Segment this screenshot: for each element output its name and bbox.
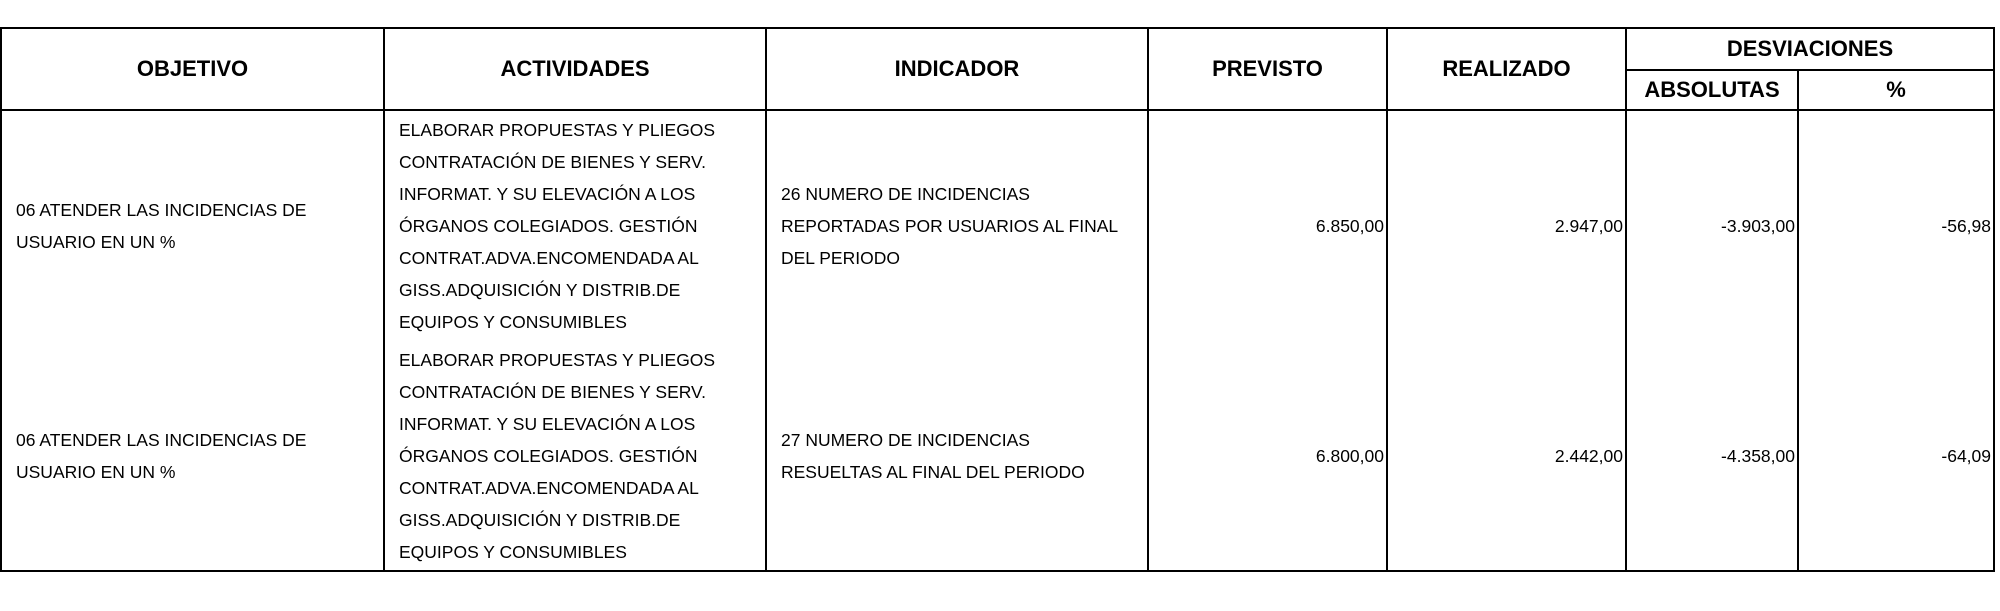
header-row-top xyxy=(1,28,1994,70)
cell-actividades xyxy=(384,110,766,341)
cell-indicador xyxy=(766,110,1148,341)
table-row xyxy=(1,341,1994,571)
header-actividades: ACTIVIDADES xyxy=(384,28,766,110)
header-porcentaje: % xyxy=(1798,70,1994,110)
table-row xyxy=(1,110,1994,341)
cell-indicador xyxy=(766,341,1148,571)
cell-actividades-line: ELABORAR PROPUESTAS Y PLIEGOS xyxy=(399,349,716,370)
cell-realizado: 2.947,00 xyxy=(1387,110,1626,341)
cell-actividades-line: GISS.ADQUISICIÓN Y DISTRIB.DE xyxy=(399,280,681,300)
table-body xyxy=(1,110,1994,571)
cell-indicador-line: REPORTADAS POR USUARIOS AL FINAL xyxy=(781,216,1119,236)
cell-objetivo xyxy=(1,341,384,571)
cell-actividades-line: CONTRAT.ADVA.ENCOMENDADA AL xyxy=(399,477,699,498)
cell-absolutas: -4.358,00 xyxy=(1626,341,1798,571)
cell-indicador-line: 26 NUMERO DE INCIDENCIAS xyxy=(781,184,1030,204)
cell-actividades-line: EQUIPOS Y CONSUMIBLES xyxy=(399,541,627,562)
cell-actividades-line: ELABORAR PROPUESTAS Y PLIEGOS xyxy=(399,120,716,140)
cell-actividades-line: INFORMAT. Y SU ELEVACIÓN A LOS xyxy=(399,413,696,434)
header-absolutas: ABSOLUTAS xyxy=(1626,70,1798,110)
cell-indicador-line: 27 NUMERO DE INCIDENCIAS xyxy=(781,429,1030,450)
cell-actividades-line: EQUIPOS Y CONSUMIBLES xyxy=(399,312,627,332)
cell-previsto: 6.850,00 xyxy=(1148,110,1387,341)
cell-objetivo-line: 06 ATENDER LAS INCIDENCIAS DE xyxy=(16,429,307,450)
header-realizado: REALIZADO xyxy=(1387,28,1626,110)
header-previsto: PREVISTO xyxy=(1148,28,1387,110)
cell-actividades-line: CONTRATACIÓN DE BIENES Y SERV. xyxy=(399,381,706,402)
cell-objetivo-line: USUARIO EN UN % xyxy=(16,232,176,252)
cell-realizado: 2.442,00 xyxy=(1387,341,1626,571)
cell-previsto: 6.800,00 xyxy=(1148,341,1387,571)
cell-objetivo xyxy=(1,110,384,341)
cell-indicador-line: DEL PERIODO xyxy=(781,248,900,268)
cell-actividades-line: ÓRGANOS COLEGIADOS. GESTIÓN xyxy=(399,445,698,466)
cell-porcentaje: -64,09 xyxy=(1798,341,1994,571)
cell-actividades-line: ÓRGANOS COLEGIADOS. GESTIÓN xyxy=(399,216,698,236)
header-desviaciones: DESVIACIONES xyxy=(1626,28,1994,70)
results-table xyxy=(0,27,1995,572)
results-table-container xyxy=(0,27,1995,572)
cell-actividades-line: INFORMAT. Y SU ELEVACIÓN A LOS xyxy=(399,184,696,204)
cell-actividades-line: GISS.ADQUISICIÓN Y DISTRIB.DE xyxy=(399,509,681,530)
cell-actividades xyxy=(384,341,766,571)
cell-indicador-line: RESUELTAS AL FINAL DEL PERIODO xyxy=(781,461,1085,482)
header-indicador: INDICADOR xyxy=(766,28,1148,110)
cell-absolutas: -3.903,00 xyxy=(1626,110,1798,341)
cell-objetivo-line: 06 ATENDER LAS INCIDENCIAS DE xyxy=(16,200,307,220)
header-objetivo: OBJETIVO xyxy=(1,28,384,110)
cell-actividades-line: CONTRATACIÓN DE BIENES Y SERV. xyxy=(399,152,706,172)
cell-objetivo-line: USUARIO EN UN % xyxy=(16,461,176,482)
cell-actividades-line: CONTRAT.ADVA.ENCOMENDADA AL xyxy=(399,248,699,268)
cell-porcentaje: -56,98 xyxy=(1798,110,1994,341)
